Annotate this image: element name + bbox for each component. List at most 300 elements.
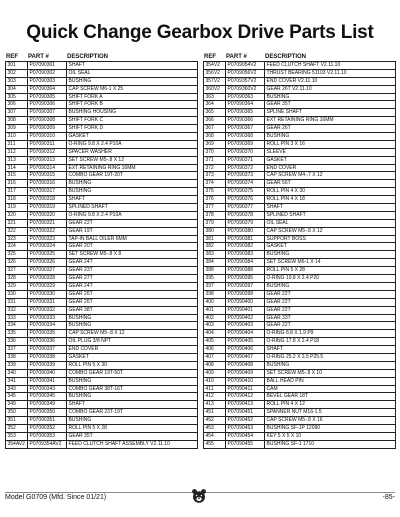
description-cell: COMBO GEAR 23T-19T (67, 409, 198, 416)
description-cell: FEED CLUTCH SHAFT ASSEMBLY V2.11.10 (67, 441, 198, 448)
ref-cell: 400 (204, 299, 226, 306)
parts-table-right (203, 52, 396, 449)
part-number-cell: P07090318 (28, 196, 67, 203)
table-row (6, 386, 198, 394)
part-number-cell: P0709357V2 (226, 78, 265, 85)
ref-cell: 312 (6, 149, 28, 156)
description-cell: FEED CLUTCH SHAFT V2.11.10 (265, 62, 396, 69)
description-cell: BUSHING (67, 322, 198, 329)
part-number-cell: P07090410 (226, 378, 265, 385)
table-row (204, 322, 396, 330)
description-cell: BEVEL GEAR 18T (265, 393, 396, 400)
part-number-cell: P07090382 (226, 243, 265, 250)
table-row (204, 70, 396, 78)
table-row (204, 338, 396, 346)
description-cell: GEAR 35T (265, 101, 396, 108)
table-row (6, 409, 198, 417)
description-cell: SHAFT (265, 204, 396, 211)
table-row (204, 212, 396, 220)
description-cell: O-RING 9.8 X 2.4 P10A (67, 212, 198, 219)
part-number-cell: P07090308 (28, 117, 67, 124)
part-number-cell: P07090309 (28, 125, 67, 132)
part-number-cell: P07090388 (226, 267, 265, 274)
part-number-cell: P07090322 (28, 228, 67, 235)
part-number-cell: P0709354AV2 (28, 441, 67, 448)
table-row (204, 378, 396, 386)
table-row (6, 70, 198, 78)
part-number-cell: P07090412 (226, 393, 265, 400)
part-number-cell: P0709056V2 (226, 70, 265, 77)
table-row (6, 101, 198, 109)
part-number-cell: P07090349 (28, 401, 67, 408)
part-number-cell: P07090403 (226, 322, 265, 329)
description-cell: GASKET (67, 133, 198, 140)
table-row (6, 78, 198, 86)
part-number-cell: P07090374 (226, 180, 265, 187)
part-number-cell: P07090301 (28, 62, 67, 69)
description-cell: CAP SCREW M6-1 X 25 (67, 86, 198, 93)
ref-cell: 337 (6, 346, 28, 353)
description-cell: BUSHING (265, 283, 396, 290)
part-number-cell: P07090310 (28, 133, 67, 140)
ref-cell: 356V2 (204, 70, 226, 77)
table-row (6, 251, 198, 259)
part-number-cell: P07090367 (226, 125, 265, 132)
description-cell: OIL PLUG 3/8 NPT (67, 338, 198, 345)
table-row (204, 125, 396, 133)
table-row (6, 338, 198, 346)
part-number-cell: P07090317 (28, 188, 67, 195)
header-ref: REF (6, 54, 18, 60)
table-row (204, 78, 396, 86)
table-row (6, 322, 198, 330)
ref-cell: 354V2 (204, 62, 226, 69)
description-cell: TAP-IN BALL OILER 6MM (67, 236, 198, 243)
ref-cell: 309 (6, 125, 28, 132)
table-row (6, 86, 198, 94)
ref-cell: 305 (6, 94, 28, 101)
table-row (6, 228, 198, 236)
ref-cell: 333 (6, 315, 28, 322)
description-cell: GEAR 26T (67, 291, 198, 298)
table-row (204, 386, 396, 394)
part-number-cell: P07090409 (226, 370, 265, 377)
part-number-cell: P07090371 (226, 157, 265, 164)
description-cell: THRUST BEARING 51103 V2.11.10 (265, 70, 396, 77)
ref-cell: 403 (204, 322, 226, 329)
description-cell: OIL SEAL (265, 220, 396, 227)
table-row (6, 165, 198, 173)
description-cell: GEAR 27T (67, 275, 198, 282)
ref-cell: 308 (6, 117, 28, 124)
part-number-cell: P07090311 (28, 141, 67, 148)
part-number-cell: P07090383 (226, 251, 265, 258)
table-row (6, 346, 198, 354)
table-rows-left (5, 61, 198, 449)
description-cell: O-RING 9.8 X 2.4 P10A (67, 141, 198, 148)
description-cell: ROLL PIN 4 X 18 (265, 196, 396, 203)
description-cell: GEAR 35T (67, 433, 198, 440)
part-number-cell: P07090306 (28, 101, 67, 108)
part-number-cell: P07090413 (226, 401, 265, 408)
description-cell: GEAR 38T (67, 307, 198, 314)
ref-cell: 323 (6, 236, 28, 243)
table-row (6, 172, 198, 180)
description-cell: GEAR 26T V2.11.10 (265, 86, 396, 93)
part-number-cell: P07090333 (28, 315, 67, 322)
part-number-cell: P0709054V2 (226, 62, 265, 69)
part-number-cell: P07090402 (226, 315, 265, 322)
description-cell: SET SCREW M5-.8 X 10 (265, 370, 396, 377)
part-number-cell: P07090405 (226, 338, 265, 345)
table-row (6, 299, 198, 307)
table-row (6, 330, 198, 338)
ref-cell: 329 (6, 283, 28, 290)
description-cell: GASKET (67, 354, 198, 361)
part-number-cell: P07090351 (28, 417, 67, 424)
description-cell: SUPPORT BOSS (265, 236, 396, 243)
table-row (6, 180, 198, 188)
ref-cell: 325 (6, 251, 28, 258)
description-cell: GEAR 26T (67, 299, 198, 306)
description-cell: BUSHING (265, 251, 396, 258)
description-cell: BUSHING (265, 94, 396, 101)
table-row (6, 433, 198, 441)
part-number-cell: P07090406 (226, 346, 265, 353)
table-row (6, 149, 198, 157)
ref-cell: 324 (6, 243, 28, 250)
table-row (204, 259, 396, 267)
ref-cell: 397 (204, 283, 226, 290)
description-cell: OIL SEAL (67, 70, 198, 77)
part-number-cell: P07090363 (226, 94, 265, 101)
ref-cell: 410 (204, 378, 226, 385)
table-row (204, 283, 396, 291)
ref-cell: 334 (6, 322, 28, 329)
ref-cell: 349 (6, 401, 28, 408)
table-row (204, 101, 396, 109)
ref-cell: 408 (204, 362, 226, 369)
description-cell: BUSHING (265, 362, 396, 369)
part-number-cell: P07090455 (226, 441, 265, 448)
table-row (6, 133, 198, 141)
description-cell: SHIFT FORK D (67, 125, 198, 132)
ref-cell: 453 (204, 425, 226, 432)
ref-cell: 369 (204, 141, 226, 148)
ref-cell: 328 (6, 275, 28, 282)
ref-cell: 375 (204, 188, 226, 195)
ref-cell: 341 (6, 378, 28, 385)
ref-cell: 332 (6, 307, 28, 314)
description-cell: SPANNER NUT M16-1.5 (265, 409, 396, 416)
ref-cell: 338 (6, 354, 28, 361)
part-number-cell: P07090453 (226, 425, 265, 432)
table-row (204, 354, 396, 362)
description-cell: CAP SCREW M5-.8 X 12 (265, 228, 396, 235)
part-number-cell: P07090370 (226, 149, 265, 156)
header-part: PART # (28, 54, 49, 60)
ref-cell: 406 (204, 346, 226, 353)
table-row (6, 141, 198, 149)
ref-cell: 306 (6, 101, 28, 108)
part-number-cell: P07090379 (226, 220, 265, 227)
description-cell: BUSHING (67, 378, 198, 385)
table-row (204, 117, 396, 125)
ref-cell: 314 (6, 165, 28, 172)
part-number-cell: P07090381 (226, 236, 265, 243)
description-cell: BUSHING (67, 315, 198, 322)
table-row (6, 236, 198, 244)
description-cell: SHAFT (265, 346, 396, 353)
page-title: Quick Change Gearbox Drive Parts List (26, 22, 374, 43)
table-row (204, 299, 396, 307)
ref-cell: 373 (204, 172, 226, 179)
ref-cell: 353 (6, 433, 28, 440)
part-number-cell: P07090305 (28, 94, 67, 101)
description-cell: O-RING 17.8 X 2.4 P18 (265, 338, 396, 345)
part-number-cell: P07090397 (226, 283, 265, 290)
description-cell: EXT RETAINING RING 16MM (67, 165, 198, 172)
table-row (6, 62, 198, 70)
table-row (204, 307, 396, 315)
part-number-cell: P07090313 (28, 157, 67, 164)
table-row (204, 157, 396, 165)
ref-cell: 383 (204, 251, 226, 258)
part-number-cell: P07090340 (28, 370, 67, 377)
ref-cell: 377 (204, 204, 226, 211)
description-cell: SHIFT FORK A (67, 94, 198, 101)
table-row (6, 291, 198, 299)
ref-cell: 378 (204, 212, 226, 219)
ref-cell: 374 (204, 180, 226, 187)
description-cell: BUSHING (67, 393, 198, 400)
part-number-cell: P07090339 (28, 362, 67, 369)
part-number-cell: P07090404 (226, 330, 265, 337)
description-cell: GEAR 56T (265, 180, 396, 187)
part-number-cell: P07090345 (28, 393, 67, 400)
table-row (6, 267, 198, 275)
part-number-cell: P07090400 (226, 299, 265, 306)
ref-cell: 319 (6, 204, 28, 211)
ref-cell: 367 (204, 125, 226, 132)
part-number-cell: P07090335 (28, 330, 67, 337)
description-cell: COMBO GEAR 19T-20T (67, 172, 198, 179)
description-cell: GEAR 22T (67, 220, 198, 227)
description-cell: KEY 5 X 5 X 10 (265, 433, 396, 440)
table-row (6, 188, 198, 196)
description-cell: GEAR 22T (265, 291, 396, 298)
ref-cell: 395 (204, 275, 226, 282)
description-cell: SLEEVE (265, 149, 396, 156)
part-number-cell: P07090352 (28, 425, 67, 432)
table-row (6, 125, 198, 133)
ref-cell: 380 (204, 228, 226, 235)
ref-cell: 360V2 (204, 86, 226, 93)
part-number-cell: P07090454 (226, 433, 265, 440)
part-number-cell: P07090316 (28, 180, 67, 187)
description-cell: SPLINE SHAFT (265, 109, 396, 116)
ref-cell: 354AV2 (6, 441, 28, 448)
ref-cell: 336 (6, 338, 28, 345)
ref-cell: 307 (6, 109, 28, 116)
table-row (204, 409, 396, 417)
ref-cell: 381 (204, 236, 226, 243)
part-number-cell: P07090364 (226, 101, 265, 108)
description-cell: GEAR 19T (67, 228, 198, 235)
table-row (6, 362, 198, 370)
description-cell: CAP SCREW M4-.7 X 12 (265, 172, 396, 179)
description-cell: GASKET (265, 243, 396, 250)
ref-cell: 364 (204, 101, 226, 108)
ref-cell: 455 (204, 441, 226, 448)
description-cell: CAP SCREW M5-.8 X 12 (67, 330, 198, 337)
description-cell: SHAFT (67, 62, 198, 69)
part-number-cell: P07090401 (226, 307, 265, 314)
part-number-cell: P07090336 (28, 338, 67, 345)
part-number-cell: P07090312 (28, 149, 67, 156)
page-number: -85- (382, 494, 395, 501)
table-row (6, 243, 198, 251)
ref-cell: 405 (204, 338, 226, 345)
ref-cell: 409 (204, 370, 226, 377)
ref-cell: 318 (6, 196, 28, 203)
description-cell: CAP SCREW M5-.8 X 16 (265, 417, 396, 424)
description-cell: SPACER WASHER (67, 149, 198, 156)
table-row (204, 220, 396, 228)
table-row (204, 172, 396, 180)
header-description: DESCRIPTION (67, 54, 109, 60)
part-number-cell: P07090372 (226, 165, 265, 172)
ref-cell: 357V2 (204, 78, 226, 85)
description-cell: ROLL PIN 3 X 16 (265, 141, 396, 148)
table-header (5, 52, 198, 61)
table-row (6, 212, 198, 220)
part-number-cell: P07090378 (226, 212, 265, 219)
table-row (204, 165, 396, 173)
part-number-cell: P07090366 (226, 117, 265, 124)
table-row (204, 417, 396, 425)
ref-cell: 388 (204, 267, 226, 274)
ref-cell: 304 (6, 86, 28, 93)
table-row (204, 236, 396, 244)
description-cell: SHIFT FORK C (67, 117, 198, 124)
part-number-cell: P07090324 (28, 243, 67, 250)
part-number-cell: P07090350 (28, 409, 67, 416)
part-number-cell: P07090331 (28, 299, 67, 306)
table-row (6, 354, 198, 362)
part-number-cell: P07090343 (28, 386, 67, 393)
part-number-cell: P07090329 (28, 283, 67, 290)
table-row (204, 228, 396, 236)
ref-cell: 313 (6, 157, 28, 164)
ref-cell: 351 (6, 417, 28, 424)
part-number-cell: P07090365 (226, 109, 265, 116)
table-row (204, 196, 396, 204)
table-row (6, 94, 198, 102)
part-number-cell: P07090398 (226, 291, 265, 298)
part-number-cell: P0709360V2 (226, 86, 265, 93)
ref-cell: 330 (6, 291, 28, 298)
part-number-cell: P07090328 (28, 275, 67, 282)
table-row (204, 401, 396, 409)
table-row (204, 62, 396, 70)
table-row (6, 283, 198, 291)
ref-cell: 401 (204, 307, 226, 314)
part-number-cell: P07090337 (28, 346, 67, 353)
part-number-cell: P07090325 (28, 251, 67, 258)
table-row (6, 109, 198, 117)
part-number-cell: P07090369 (226, 141, 265, 148)
part-number-cell: P07090304 (28, 86, 67, 93)
ref-cell: 411 (204, 386, 226, 393)
part-number-cell: P07090353 (28, 433, 67, 440)
ref-cell: 302 (6, 70, 28, 77)
ref-cell: 384 (204, 259, 226, 266)
ref-cell: 311 (6, 141, 28, 148)
ref-cell: 363 (204, 94, 226, 101)
table-row (204, 441, 396, 449)
description-cell: GEAR 24T (67, 259, 198, 266)
table-row (6, 275, 198, 283)
ref-cell: 454 (204, 433, 226, 440)
ref-cell: 315 (6, 172, 28, 179)
table-row (6, 417, 198, 425)
description-cell: EXT RETAINING RING 16MM (265, 117, 396, 124)
ref-cell: 451 (204, 409, 226, 416)
part-number-cell: P07090338 (28, 354, 67, 361)
description-cell: GEAR 33T (265, 315, 396, 322)
description-cell: ROLL PIN 4 X 12 (265, 401, 396, 408)
part-number-cell: P07090373 (226, 172, 265, 179)
description-cell: END COVER (67, 346, 198, 353)
ref-cell: 352 (6, 425, 28, 432)
description-cell: GEAR 22T (265, 307, 396, 314)
table-row (204, 330, 396, 338)
part-number-cell: P07090408 (226, 362, 265, 369)
table-row (204, 315, 396, 323)
ref-cell: 340 (6, 370, 28, 377)
table-row (204, 267, 396, 275)
description-cell: BUSHING SF-1 1710 (265, 441, 396, 448)
ref-cell: 452 (204, 417, 226, 424)
ref-cell: 350 (6, 409, 28, 416)
ref-cell: 345 (6, 393, 28, 400)
part-number-cell: P07090332 (28, 307, 67, 314)
description-cell: ROLL PIN 5 X 28 (265, 267, 396, 274)
ref-cell: 379 (204, 220, 226, 227)
table-row (6, 393, 198, 401)
description-cell: CAM (265, 386, 396, 393)
ref-cell: 339 (6, 362, 28, 369)
part-number-cell: P07090407 (226, 354, 265, 361)
table-row (204, 291, 396, 299)
table-row (204, 346, 396, 354)
ref-cell: 371 (204, 157, 226, 164)
part-number-cell: P07090307 (28, 109, 67, 116)
description-cell: ROLL PIN 5 X 28 (67, 425, 198, 432)
header-part: PART # (226, 54, 247, 60)
table-row (6, 204, 198, 212)
part-number-cell: P07090330 (28, 291, 67, 298)
description-cell: BUSHING (67, 78, 198, 85)
description-cell: O-RING 8.8 X 1.9 P9 (265, 330, 396, 337)
description-cell: GEAR 22T (265, 322, 396, 329)
description-cell: BUSHING (67, 180, 198, 187)
table-row (204, 86, 396, 94)
table-row (204, 393, 396, 401)
ref-cell: 320 (6, 212, 28, 219)
description-cell: SET SCREW M5-.8 X 8 (67, 251, 198, 258)
